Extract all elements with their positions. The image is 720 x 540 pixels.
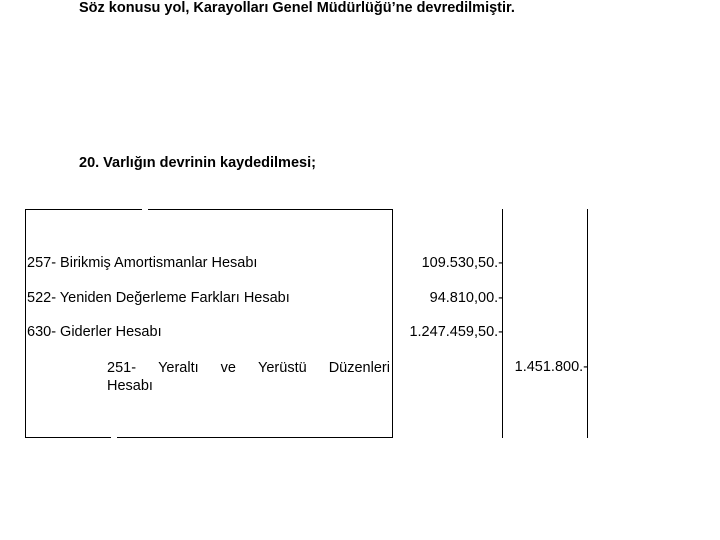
table-top-border-right bbox=[148, 209, 393, 210]
debit-amount-522: 94.810,00.- bbox=[429, 290, 503, 306]
table-credit-divider bbox=[587, 209, 588, 438]
credit-word: 251- bbox=[107, 360, 137, 376]
debit-amount-257: 109.530,50.- bbox=[421, 255, 503, 271]
credit-account-line1 bbox=[107, 359, 390, 377]
intro-text: Söz konusu yol, Karayolları Genel Müdürlüğü’ne devredilmiştir. bbox=[79, 0, 515, 16]
credit-account-line2: Hesabı bbox=[107, 378, 153, 394]
table-top-border-left bbox=[25, 209, 142, 210]
debit-account-630: 630- Giderler Hesabı bbox=[27, 324, 162, 340]
credit-account-251 bbox=[107, 359, 390, 395]
table-left-border bbox=[25, 209, 26, 438]
table-bottom-border-right bbox=[117, 437, 393, 438]
credit-word: ve bbox=[220, 360, 236, 376]
table-account-divider bbox=[392, 209, 393, 438]
debit-account-522: 522- Yeniden Değerleme Farkları Hesabı bbox=[27, 290, 290, 306]
debit-amount-630: 1.247.459,50.- bbox=[409, 324, 503, 340]
credit-word: Yeraltı bbox=[158, 360, 199, 376]
entry-title: 20. Varlığın devrinin kaydedilmesi; bbox=[79, 155, 316, 171]
table-bottom-border-left bbox=[25, 437, 111, 438]
debit-account-257: 257- Birikmiş Amortismanlar Hesabı bbox=[27, 255, 258, 271]
credit-amount-251: 1.451.800.- bbox=[514, 359, 588, 375]
credit-word: Yerüstü bbox=[258, 360, 307, 376]
credit-word: Düzenleri bbox=[328, 360, 390, 376]
